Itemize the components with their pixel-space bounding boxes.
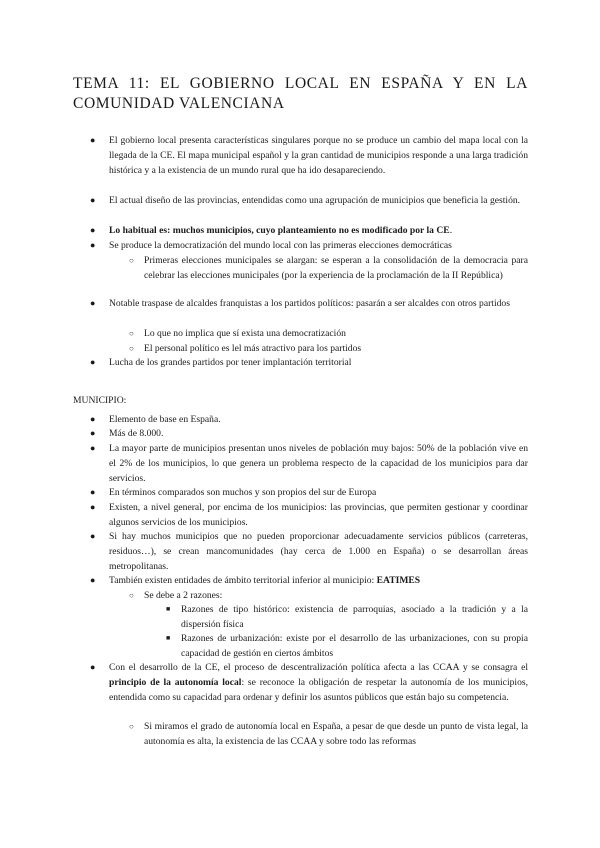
list-item: En términos comparados son muchos y son propios del sur de Europa <box>109 487 377 498</box>
list-item-text: Con el desarrollo de la CE, el proceso de descentralización política afecta a las CCAA y se consagra el <box>109 662 528 673</box>
bullet-icon: ● <box>90 225 96 235</box>
list-item: Más de 8.000. <box>109 428 164 439</box>
list-item <box>109 573 528 588</box>
list-item: Razones de tipo histórico: existencia de parroquias, asociado a la tradición y a la dispersión física <box>181 604 528 630</box>
square-bullet-icon: ■ <box>166 605 171 613</box>
list-item <box>109 660 528 705</box>
bullet-icon: ● <box>90 357 96 367</box>
list-item: Se produce la democratización del mundo local con las primeras elecciones democráticas <box>109 240 452 251</box>
list-item: Notable traspase de alcaldes franquistas a los partidos políticos: pasarán a ser alcaldes con otros partidos <box>109 298 510 309</box>
bold-text: principio de la autonomía local <box>109 677 242 688</box>
bullet-icon: ● <box>90 298 96 308</box>
bullet-icon: ● <box>90 575 96 585</box>
list-item: Lo que no implica que sí exista una democratización <box>144 328 346 339</box>
list-item: Primeras elecciones municipales se alargan: se esperan a la consolidación de la democracia para celebrar las elecciones municipales (por la experiencia de la proclamación de la II República) <box>144 255 528 281</box>
bullet-icon: ● <box>90 502 96 512</box>
bullet-icon: ● <box>90 531 96 541</box>
section-heading: MUNICIPIO: <box>73 394 127 406</box>
bold-text: EATIMES <box>376 575 421 586</box>
bullet-icon: ● <box>90 240 96 250</box>
list-item-text: También existen entidades de ámbito territorial inferior al municipio: <box>109 575 377 586</box>
bullet-icon: ● <box>90 135 96 145</box>
list-item: Si hay muchos municipios que no pueden proporcionar adecuadamente servicios públicos (carreteras, residuos…), se crean mancomunidades (hay cerca de 1.000 en España) o se desarrollan áreas metropolitanas. <box>109 531 528 572</box>
bullet-icon: ● <box>90 195 96 205</box>
square-bullet-icon: ■ <box>166 634 171 642</box>
list-item-text: . <box>449 225 453 236</box>
bullet-icon: ● <box>90 414 96 424</box>
bullet-icon: ● <box>90 443 96 453</box>
list-item: Lucha de los grandes partidos por tener implantación territorial <box>109 357 352 368</box>
list-item: Razones de urbanización: existe por el desarrollo de las urbanizaciones, con su propia capacidad de gestión en ciertos ámbitos <box>181 633 528 659</box>
list-item: Existen, a nivel general, por encima de los municipios: las provincias, que permiten gestionar y coordinar algunos servicios de los municipios. <box>109 502 528 528</box>
circle-bullet-icon: ○ <box>129 344 134 353</box>
bold-text: Lo habitual es: muchos municipios, cuyo planteamiento no es modificado por la CE <box>109 225 450 236</box>
bullet-icon: ● <box>90 487 96 497</box>
circle-bullet-icon: ○ <box>129 591 134 600</box>
list-item <box>109 223 528 238</box>
list-item-text: : se reconoce la obligación de respetar la autonomía de los municipios, entendida como su capacidad para ordenar y definir los asuntos públicos que están bajo su competencia. <box>109 677 528 703</box>
list-item: La mayor parte de municipios presentan unos niveles de población muy bajos: 50% de la población vive en el 2% de los municipios, lo que genera un problema respecto de la capacidad de los municipios para dar servicios. <box>109 443 528 484</box>
circle-bullet-icon: ○ <box>129 256 134 265</box>
list-item: Elemento de base en España. <box>109 414 221 425</box>
list-item: Se debe a 2 razones: <box>144 590 223 601</box>
bullet-icon: ● <box>90 428 96 438</box>
list-item: El gobierno local presenta características singulares porque no se produce un cambio del mapa local con la llegada de la CE. El mapa municipal español y la gran cantidad de municipios responde a una larga tradición histórica y a la existencia de un mundo rural que ha ido desapareciendo. <box>109 135 528 176</box>
list-item: El actual diseño de las provincias, entendidas como una agrupación de municipios que beneficia la gestión. <box>109 195 521 206</box>
circle-bullet-icon: ○ <box>129 329 134 338</box>
circle-bullet-icon: ○ <box>129 722 134 731</box>
bullet-icon: ● <box>90 662 96 672</box>
page-title: TEMA 11: EL GOBIERNO LOCAL EN ESPAÑA Y EN LA COMUNIDAD VALENCIANA <box>73 75 528 112</box>
list-item: El personal político es lel más atractivo para los partidos <box>144 343 362 354</box>
list-item: Si miramos el grado de autonomía local en España, a pesar de que desde un punto de vista legal, la autonomía es alta, la existencia de las CCAA y sobre todo las reformas <box>144 721 528 747</box>
